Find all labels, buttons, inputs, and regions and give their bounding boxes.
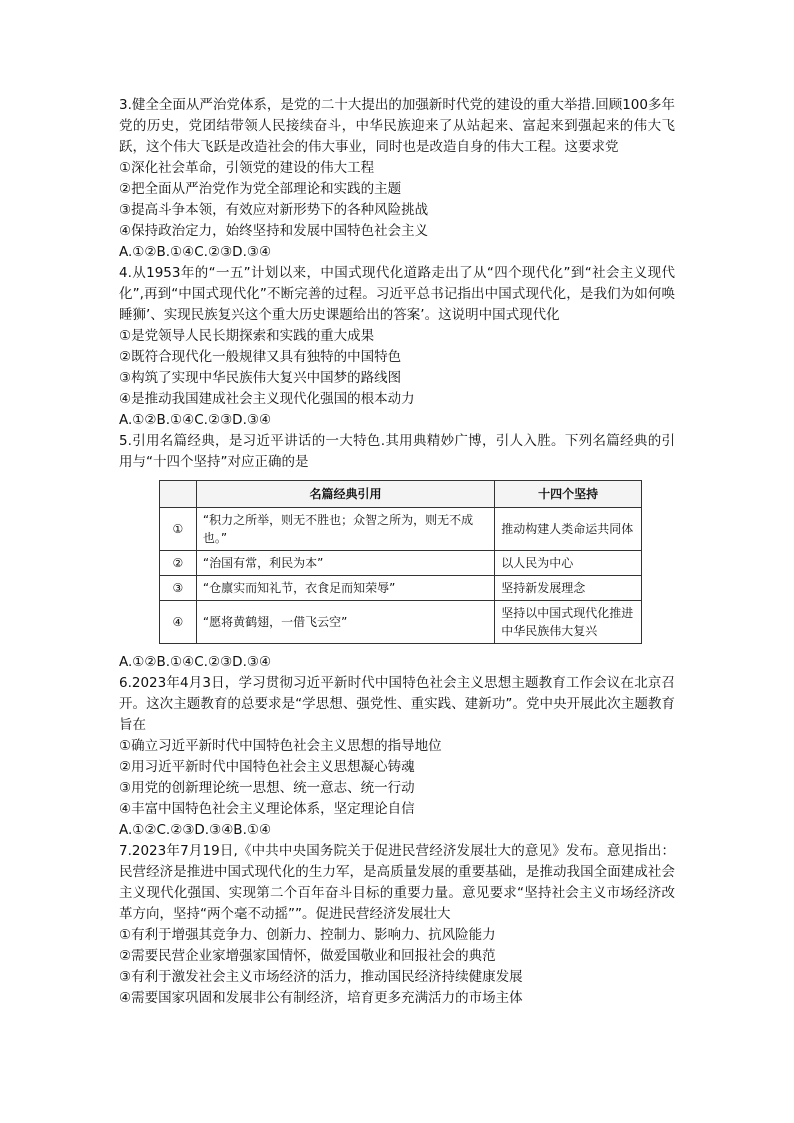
table-header-principle: 十四个坚持 xyxy=(495,481,642,508)
table-cell-principle: 以人民为中心 xyxy=(495,551,642,576)
question-4-option-3: ③构筑了实现中华民族伟大复兴中国梦的路线图 xyxy=(119,370,402,386)
table-header-quote: 名篇经典引用 xyxy=(196,481,494,508)
question-6-stem: 6.2023年4月3日，学习贯彻习近平新时代中国特色社会主义思想主题教育工作会议在北京召开。这次主题教育的总要求是“学思想、强党性、重实践、建新功”。党中央开展此次主题教育旨在 xyxy=(119,675,675,733)
question-3-option-1: ①深化社会革命，引领党的建设的伟大工程 xyxy=(119,160,375,176)
table-row xyxy=(160,551,642,576)
table-cell-num: ② xyxy=(160,551,197,576)
exam-content xyxy=(119,95,675,1009)
question-4-stem: 4.从1953年的“一五”计划以来，中国式现代化道路走出了从“四个现代化”到“社会主义现代化”,再到“中国式现代化”不断完善的过程。习近平总书记指出中国式现代化，是我们为如何唤睡狮’、实现民族复兴这个重大历史课题给出的答案’。这说明中国式现代化 xyxy=(119,265,675,323)
question-7 xyxy=(119,841,675,1009)
quote-table xyxy=(159,480,642,644)
question-6-option-2: ②用习近平新时代中国特色社会主义思想凝心铸魂 xyxy=(119,759,415,775)
question-6-option-1: ①确立习近平新时代中国特色社会主义思想的指导地位 xyxy=(119,738,442,754)
question-3-option-2: ②把全面从严治党作为党全部理论和实践的主题 xyxy=(119,181,402,197)
table-cell-num: ③ xyxy=(160,576,197,601)
table-cell-num: ① xyxy=(160,508,197,551)
question-7-option-3: ③有利于激发社会主义市场经济的活力，推动国民经济持续健康发展 xyxy=(119,969,523,985)
table-cell-quote: “治国有常，利民为本” xyxy=(196,551,494,576)
question-7-option-4: ④需要国家巩固和发展非公有制经济，培育更多充满活力的市场主体 xyxy=(119,990,523,1006)
table-cell-quote: “积力之所举，则无不胜也；众智之所为，则无不成也。” xyxy=(196,508,494,551)
question-6-answers: A.①②C.②③D.③④B.①④ xyxy=(119,822,272,838)
question-4-option-2: ②既符合现代化一般规律又具有独特的中国特色 xyxy=(119,349,402,365)
question-7-stem: 7.2023年7月19日,《中共中央国务院关于促进民营经济发展壮大的意见》发布。意见指出：民营经济是推进中国式现代化的生力军，是高质量发展的重要基础，是推动我国全面建成社会主义现代化强国、实现第二个百年奋斗目标的重要力量。意见要求“坚持社会主义市场经济改革方向，坚持“两个毫不动摇””。促进民营经济发展壮大 xyxy=(119,843,675,922)
question-7-option-2: ②需要民营企业家增强家国情怀，做爱国敬业和回报社会的典范 xyxy=(119,948,496,964)
table-cell-principle: 坚持以中国式现代化推进中华民族伟大复兴 xyxy=(495,601,642,644)
question-4 xyxy=(119,263,675,431)
table-cell-quote: “愿将黄鹤翅，一借飞云空” xyxy=(196,601,494,644)
question-7-option-1: ①有利于增强其竞争力、创新力、控制力、影响力、抗风险能力 xyxy=(119,927,496,943)
table-header-num xyxy=(160,481,197,508)
question-3-stem: 3.健全全面从严治党体系，是党的二十大提出的加强新时代党的建设的重大举措.回顾100多年党的历史，党团结带领人民接续奋斗，中华民族迎来了从站起来、富起来到强起来的伟大飞跃，这个伟大飞跃是改造社会的伟大事业，同时也是改造自身的伟大工程。这要求党 xyxy=(119,97,675,155)
question-3-option-3: ③提高斗争本领，有效应对新形势下的各种风险挑战 xyxy=(119,202,429,218)
table-row xyxy=(160,508,642,551)
question-4-answers: A.①②B.①④C.②③D.③④ xyxy=(119,412,272,428)
table-cell-principle: 坚持新发展理念 xyxy=(495,576,642,601)
question-5 xyxy=(119,431,675,673)
table-cell-principle: 推动构建人类命运共同体 xyxy=(495,508,642,551)
question-4-option-4: ④是推动我国建成社会主义现代化强国的根本动力 xyxy=(119,391,415,407)
question-4-option-1: ①是党领导人民长期探索和实践的重大成果 xyxy=(119,328,375,344)
question-5-answers: A.①②B.①④C.②③D.③④ xyxy=(119,654,272,670)
question-6 xyxy=(119,673,675,841)
question-5-stem: 5.引用名篇经典，是习近平讲话的一大特色.其用典精妙广博，引人入胜。下列名篇经典的引用与“十四个坚持”对应正确的是 xyxy=(119,433,675,470)
question-3-option-4: ④保持政治定力，始终坚持和发展中国特色社会主义 xyxy=(119,223,429,239)
question-6-option-3: ③用党的创新理论统一思想、统一意志、统一行动 xyxy=(119,780,415,796)
table-header-row xyxy=(160,481,642,508)
table-cell-num: ④ xyxy=(160,601,197,644)
question-6-option-4: ④丰富中国特色社会主义理论体系，坚定理论自信 xyxy=(119,801,415,817)
table-row xyxy=(160,576,642,601)
question-3-answers: A.①②B.①④C.②③D.③④ xyxy=(119,244,272,260)
question-3 xyxy=(119,95,675,263)
table-row xyxy=(160,601,642,644)
table-cell-quote: “仓廪实而知礼节，衣食足而知荣辱” xyxy=(196,576,494,601)
